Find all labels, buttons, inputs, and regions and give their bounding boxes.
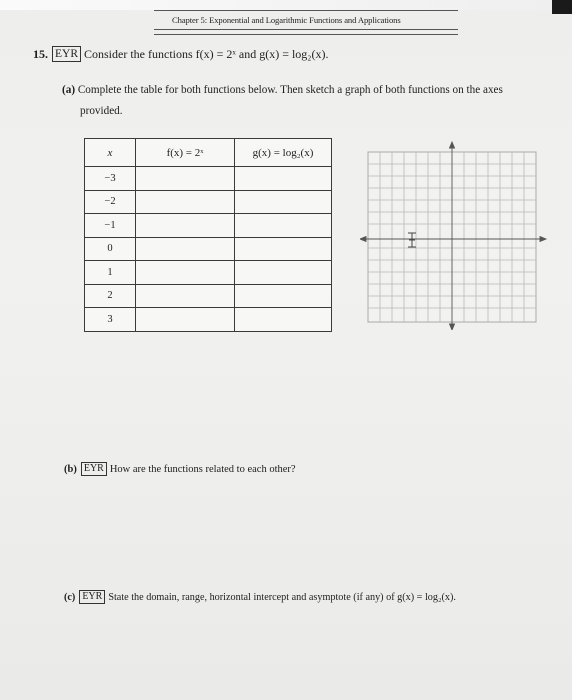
g-value-cell[interactable]	[235, 190, 332, 214]
question-number: 15.	[33, 46, 48, 61]
g-value-cell[interactable]	[235, 214, 332, 238]
g-value-cell[interactable]	[235, 308, 332, 332]
header-g: g(x) = log₂(x)	[235, 139, 332, 167]
x-value: 3	[85, 308, 136, 332]
header-x: x	[85, 139, 136, 167]
part-b-label: (b)	[64, 463, 77, 475]
background-corner	[552, 0, 572, 14]
header-rule-top	[154, 10, 458, 11]
f-value-cell[interactable]	[136, 237, 235, 261]
eyr-tag: EYR	[81, 462, 107, 476]
eyr-tag: EYR	[52, 46, 81, 62]
part-a-label: (a)	[62, 84, 76, 96]
graph-axes[interactable]	[360, 140, 550, 335]
x-value: 0	[85, 237, 136, 261]
table-row	[85, 261, 332, 285]
f-value-cell[interactable]	[136, 261, 235, 285]
x-value: 1	[85, 261, 136, 285]
g-value-cell[interactable]	[235, 237, 332, 261]
part-a-instruction-line2: provided.	[80, 105, 123, 117]
table-row	[85, 190, 332, 214]
header-rule-bottom	[154, 34, 458, 35]
header-f: f(x) = 2ˣ	[136, 139, 235, 167]
f-value-cell[interactable]	[136, 308, 235, 332]
table-row	[85, 284, 332, 308]
part-b-question: How are the functions related to each other?	[109, 463, 296, 475]
x-value: 2	[85, 284, 136, 308]
top-edge	[0, 0, 552, 10]
values-table	[84, 138, 332, 332]
f-value-cell[interactable]	[136, 214, 235, 238]
part-c-label: (c)	[64, 591, 76, 603]
g-value-cell[interactable]	[235, 167, 332, 191]
part-c	[64, 590, 456, 604]
question-text: Consider the functions f(x) = 2ˣ and g(x) = log₂(x).	[84, 46, 329, 61]
part-a	[62, 80, 562, 122]
chapter-header: Chapter 5: Exponential and Logarithmic Functions and Applications	[172, 15, 401, 25]
f-value-cell[interactable]	[136, 190, 235, 214]
part-c-question: State the domain, range, horizontal intercept and asymptote (if any) of g(x) = log₂(x).	[108, 591, 456, 603]
f-value-cell[interactable]	[136, 167, 235, 191]
x-value: −1	[85, 214, 136, 238]
part-a-instruction-line1: Complete the table for both functions below. Then sketch a graph of both functions on the axes	[77, 84, 503, 96]
header-rule-mid	[154, 29, 458, 30]
question-line	[33, 46, 328, 62]
g-value-cell[interactable]	[235, 261, 332, 285]
x-value: −3	[85, 167, 136, 191]
table-row	[85, 214, 332, 238]
part-b	[64, 462, 296, 476]
table-header-row	[85, 139, 332, 167]
g-value-cell[interactable]	[235, 284, 332, 308]
eyr-tag: EYR	[79, 590, 105, 604]
f-value-cell[interactable]	[136, 284, 235, 308]
table-row	[85, 308, 332, 332]
x-value: −2	[85, 190, 136, 214]
table-row	[85, 167, 332, 191]
table-row	[85, 237, 332, 261]
coordinate-grid[interactable]	[360, 140, 550, 330]
